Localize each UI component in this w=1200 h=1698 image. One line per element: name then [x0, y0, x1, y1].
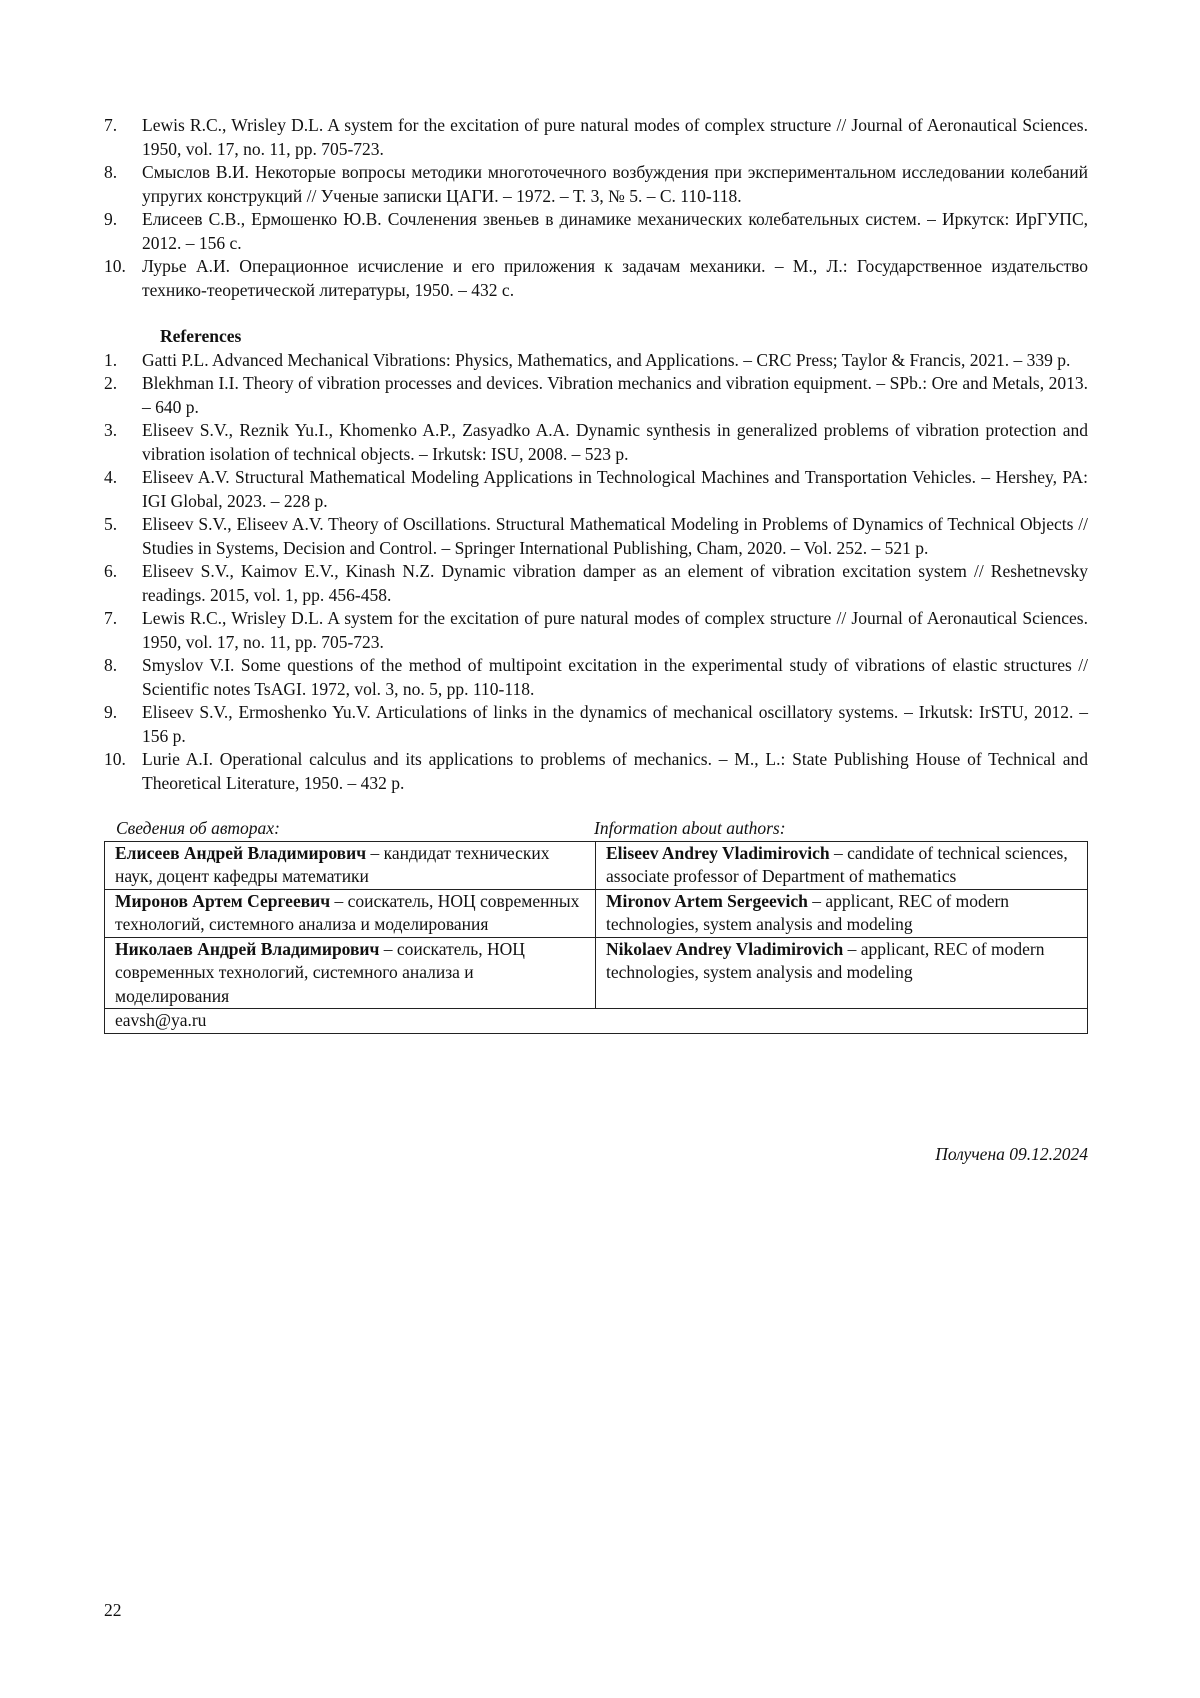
author-name: Eliseev Andrey Vladimirovich [606, 842, 830, 863]
reference-item [104, 654, 1088, 701]
page-content [104, 114, 1088, 1034]
reference-number: 8. [104, 655, 118, 675]
reference-number: 8. [104, 162, 118, 182]
reference-item [104, 513, 1088, 560]
reference-item [104, 255, 1088, 302]
reference-number: 10. [104, 256, 126, 276]
reference-item [104, 349, 1088, 373]
reference-item [104, 208, 1088, 255]
reference-item [104, 419, 1088, 466]
reference-number: 4. [104, 467, 118, 487]
author-email[interactable]: eavsh@ya.ru [105, 1009, 1088, 1034]
table-row [105, 889, 1088, 937]
reference-text: Елисеев С.В., Ермошенко Ю.В. Сочленения звеньев в динамике механических колебательных систем. – Иркутск: ИрГУПС, 2012. – 156 с. [142, 209, 1088, 253]
page-number: 22 [104, 1600, 122, 1620]
authors-header-ru: Сведения об авторах: [116, 818, 280, 838]
reference-text: Blekhman I.I. Theory of vibration processes and devices. Vibration mechanics and vibration equipment. – SPb.: Ore and Metals, 2013. – 640 p. [142, 373, 1088, 417]
author-cell-ru [105, 937, 596, 1009]
reference-number: 5. [104, 514, 118, 534]
reference-item [104, 701, 1088, 748]
table-row [105, 937, 1088, 1009]
author-cell-en [596, 937, 1088, 1009]
table-row [105, 1009, 1088, 1034]
reference-text: Smyslov V.I. Some questions of the method of multipoint excitation in the experimental study of vibrations of elastic structures // Scientific notes TsAGI. 1972, vol. 3, no. 5, pp. 110-118. [142, 655, 1088, 699]
references-en-list [104, 349, 1088, 796]
table-row [105, 841, 1088, 889]
reference-text: Eliseev S.V., Reznik Yu.I., Khomenko A.P., Zasyadko A.A. Dynamic synthesis in generalized problems of vibration protection and vibration isolation of technical objects. – Irkutsk: ISU, 2008. – 523 p. [142, 420, 1088, 464]
reference-text: Gatti P.L. Advanced Mechanical Vibrations: Physics, Mathematics, and Applications. – CRC Press; Taylor & Francis, 2021. – 339 p. [142, 349, 1071, 370]
author-desc: – соискатель, НОЦ современных технологий, системного анализа и моделирования [115, 938, 525, 1006]
reference-text: Eliseev S.V., Ermoshenko Yu.V. Articulations of links in the dynamics of mechanical oscillatory systems. – Irkutsk: IrSTU, 2012. – 156 p. [142, 702, 1088, 746]
author-cell-ru [105, 889, 596, 937]
reference-item [104, 114, 1088, 161]
reference-item [104, 607, 1088, 654]
reference-number: 1. [104, 349, 118, 370]
reference-number: 7. [104, 115, 118, 135]
reference-text: Eliseev S.V., Eliseev A.V. Theory of Oscillations. Structural Mathematical Modeling in Problems of Dynamics of Technical Objects // Studies in Systems, Decision and Control. – Springer International Publishing, Cham, 2020. – Vol. 252. – 521 p. [142, 514, 1088, 558]
reference-text: Лурье А.И. Операционное исчисление и его приложения к задачам механики. – М., Л.: Государственное издательство технико-теоретической литературы, 1950. – 432 с. [142, 256, 1088, 300]
reference-item [104, 748, 1088, 795]
reference-item [104, 466, 1088, 513]
reference-item [104, 560, 1088, 607]
author-cell-ru [105, 841, 596, 889]
authors-table [104, 841, 1088, 1034]
author-desc: – кандидат технических наук, доцент кафедры математики [115, 842, 550, 886]
author-name: Елисеев Андрей Владимирович [115, 842, 367, 863]
reference-number: 3. [104, 420, 118, 440]
reference-item [104, 161, 1088, 208]
author-desc: – candidate of technical sciences, associate professor of Department of mathematics [606, 842, 1068, 886]
reference-text: Eliseev A.V. Structural Mathematical Modeling Applications in Technological Machines and Transportation Vehicles. – Hershey, PA: IGI Global, 2023. – 228 p. [142, 467, 1088, 511]
reference-text: Eliseev S.V., Kaimov E.V., Kinash N.Z. Dynamic vibration damper as an element of vibration excitation system // Reshetnevsky readings. 2015, vol. 1, pp. 456-458. [142, 561, 1088, 605]
author-name: Nikolaev Andrey Vladimirovich [606, 938, 844, 959]
author-desc: – соискатель, НОЦ современных технологий, системного анализа и моделирования [115, 890, 580, 934]
reference-number: 10. [104, 749, 126, 769]
reference-text: Lewis R.C., Wrisley D.L. A system for the excitation of pure natural modes of complex structure // Journal of Aeronautical Sciences. 1950, vol. 17, no. 11, pp. 705-723. [142, 608, 1088, 652]
author-name: Николаев Андрей Владимирович [115, 938, 380, 959]
reference-text: Lurie A.I. Operational calculus and its applications to problems of mechanics. – M., L.: State Publishing House of Technical and Theoretical Literature, 1950. – 432 p. [142, 749, 1088, 793]
author-desc: – applicant, REC of modern technologies, system analysis and modeling [606, 890, 1010, 934]
reference-number: 9. [104, 209, 118, 229]
reference-text: Смыслов В.И. Некоторые вопросы методики многоточечного возбуждения при экспериментальном исследовании колебаний упругих конструкций // Ученые записки ЦАГИ. – 1972. – Т. 3, № 5. – С. 110-118. [142, 162, 1088, 206]
references-ru-list [104, 114, 1088, 302]
reference-number: 7. [104, 608, 118, 628]
authors-header [104, 817, 1088, 841]
authors-section [104, 817, 1088, 1034]
author-desc: – applicant, REC of modern technologies, system analysis and modeling [606, 938, 1045, 982]
reference-number: 9. [104, 702, 118, 722]
reference-text: Lewis R.C., Wrisley D.L. A system for the excitation of pure natural modes of complex structure // Journal of Aeronautical Sciences. 1950, vol. 17, no. 11, pp. 705-723. [142, 115, 1088, 159]
reference-item [104, 372, 1088, 419]
author-cell-en [596, 889, 1088, 937]
authors-header-en: Information about authors: [594, 818, 786, 838]
author-name: Mironov Artem Sergeevich [606, 890, 808, 911]
author-name: Миронов Артем Сергеевич [115, 890, 331, 911]
reference-number: 2. [104, 373, 118, 393]
author-cell-en [596, 841, 1088, 889]
references-heading: References [160, 326, 242, 346]
received-date: Получена 09.12.2024 [935, 1144, 1088, 1164]
reference-number: 6. [104, 561, 118, 581]
